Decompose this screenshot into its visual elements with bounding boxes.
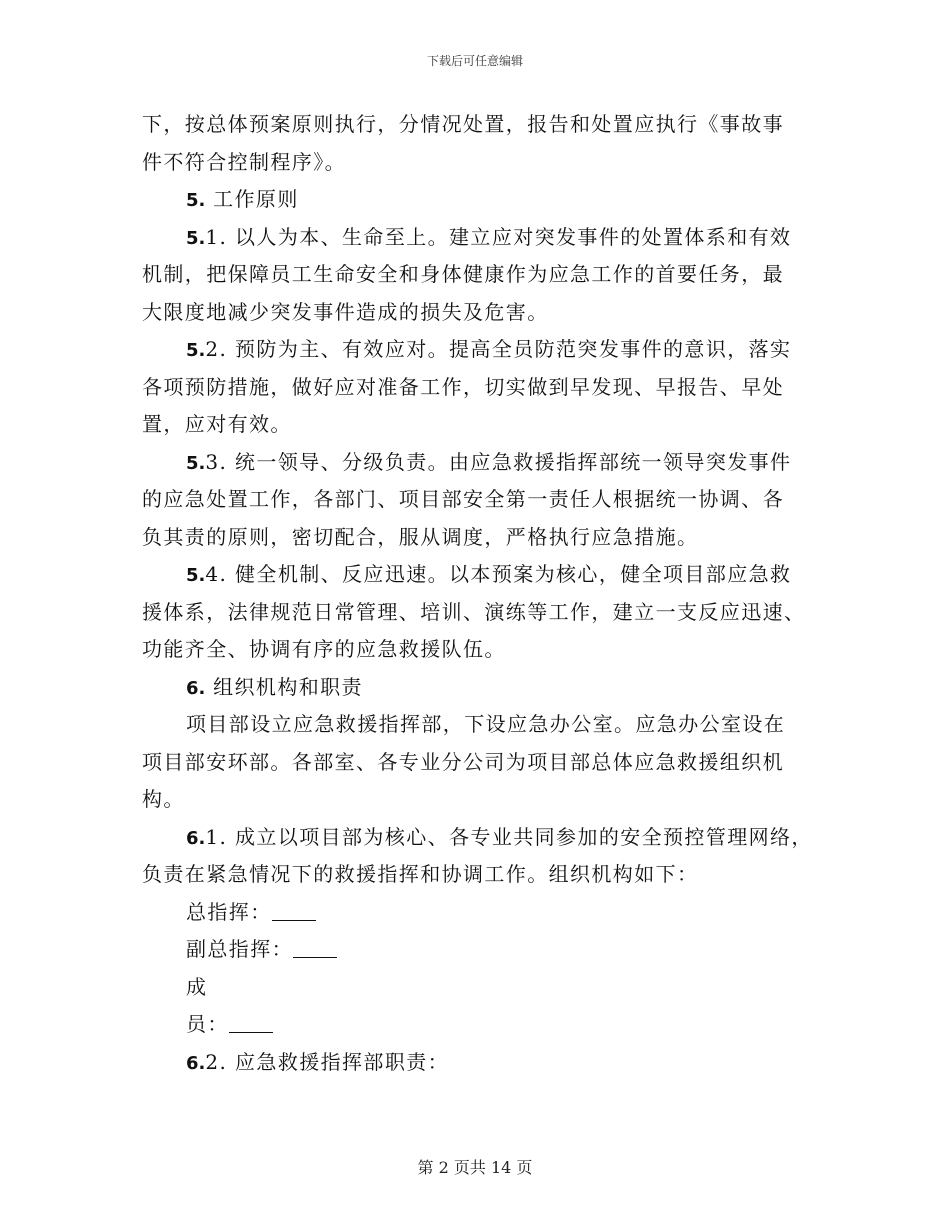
text-line <box>142 781 822 819</box>
text-line <box>142 1006 822 1044</box>
text-line <box>142 106 822 144</box>
line-text: 1. 成立以项目部为核心、各专业共同参加的安全预控管理网络， <box>205 824 813 849</box>
line-text: 项目部安环部。各部室、各专业分公司为项目部总体应急救援组织机 <box>142 749 784 774</box>
text-line <box>142 594 822 632</box>
text-line <box>142 631 822 669</box>
line-text: 大限度地减少突发事件造成的损失及危害。 <box>142 299 549 324</box>
text-line <box>142 856 822 894</box>
line-text: 工作原则 <box>205 187 299 211</box>
line-text: 组织机构和职责 <box>205 674 363 699</box>
section-number: 6. <box>186 1052 206 1074</box>
line-text: 3. 统一领导、分级负责。由应急救援指挥部统一领导突发事件 <box>205 449 792 474</box>
text-line <box>142 406 822 444</box>
line-text: 构。 <box>142 787 185 811</box>
text-line <box>142 256 822 294</box>
fill-in-blank <box>229 1008 273 1033</box>
page-header: 下载后可任意编辑 <box>426 54 523 68</box>
line-text: 功能齐全、协调有序的应急救援队伍。 <box>142 637 506 661</box>
line-text: 机制，把保障员工生命安全和身体健康作为应急工作的首要任务，最 <box>142 262 784 286</box>
text-line <box>142 894 822 932</box>
section-number: 5. <box>186 190 206 211</box>
line-text: 成 <box>186 974 208 999</box>
text-line <box>142 444 822 482</box>
section-number: 5. <box>186 565 206 586</box>
line-text: 援体系，法律规范日常管理、培训、演练等工作，建立一支反应迅速、 <box>142 599 806 624</box>
text-line <box>142 1044 822 1082</box>
line-text: 的应急处置工作，各部门、项目部安全第一责任人根据统一协调、各 <box>142 487 784 511</box>
fill-in-blank <box>293 933 337 958</box>
section-number: 5. <box>186 452 206 474</box>
text-line <box>142 669 822 707</box>
text-line <box>142 931 822 969</box>
text-line <box>142 481 822 519</box>
line-text: 员： <box>186 1012 229 1036</box>
section-number: 6. <box>186 827 206 849</box>
line-text: 副总指挥： <box>186 937 293 961</box>
text-line <box>142 744 822 782</box>
text-line <box>142 969 822 1007</box>
text-line <box>142 294 822 332</box>
line-text: 1. 以人为本、生命至上。建立应对突发事件的处置体系和有效 <box>205 224 792 249</box>
section-number: 6. <box>186 677 206 699</box>
line-text: 4. 健全机制、反应迅速。以本预案为核心，健全项目部应急救 <box>205 562 792 586</box>
text-line <box>142 519 822 557</box>
section-number: 5. <box>186 340 206 361</box>
line-text: 置，应对有效。 <box>142 412 292 436</box>
document-body <box>142 106 822 1081</box>
line-text: 总指挥： <box>186 899 272 924</box>
line-text: 负其责的原则，密切配合，服从调度，严格执行应急措施。 <box>142 524 699 549</box>
text-line <box>142 369 822 407</box>
line-text: 件不符合控制程序》。 <box>142 149 346 174</box>
text-line <box>142 219 822 257</box>
text-line <box>142 706 822 744</box>
text-line <box>142 144 822 182</box>
line-text: 项目部设立应急救援指挥部，下设应急办公室。应急办公室设在 <box>186 712 786 736</box>
section-number: 5. <box>186 227 206 249</box>
line-text: 各项预防措施，做好应对准备工作，切实做到早发现、早报告、早处 <box>142 374 784 399</box>
page-footer: 第 2 页共 14 页 <box>417 1158 533 1177</box>
text-line <box>142 819 822 857</box>
fill-in-blank <box>272 896 316 921</box>
text-line <box>142 556 822 594</box>
line-text: 下，按总体预案原则执行，分情况处置，报告和处置应执行《事故事 <box>142 112 784 136</box>
text-line <box>142 331 822 369</box>
line-text: 负责在紧急情况下的救援指挥和协调工作。组织机构如下： <box>142 862 699 886</box>
line-text: 2. 应急救援指挥部职责： <box>205 1049 450 1074</box>
line-text: 2. 预防为主、有效应对。提高全员防范突发事件的意识，落实 <box>205 337 792 361</box>
text-line <box>142 181 822 219</box>
